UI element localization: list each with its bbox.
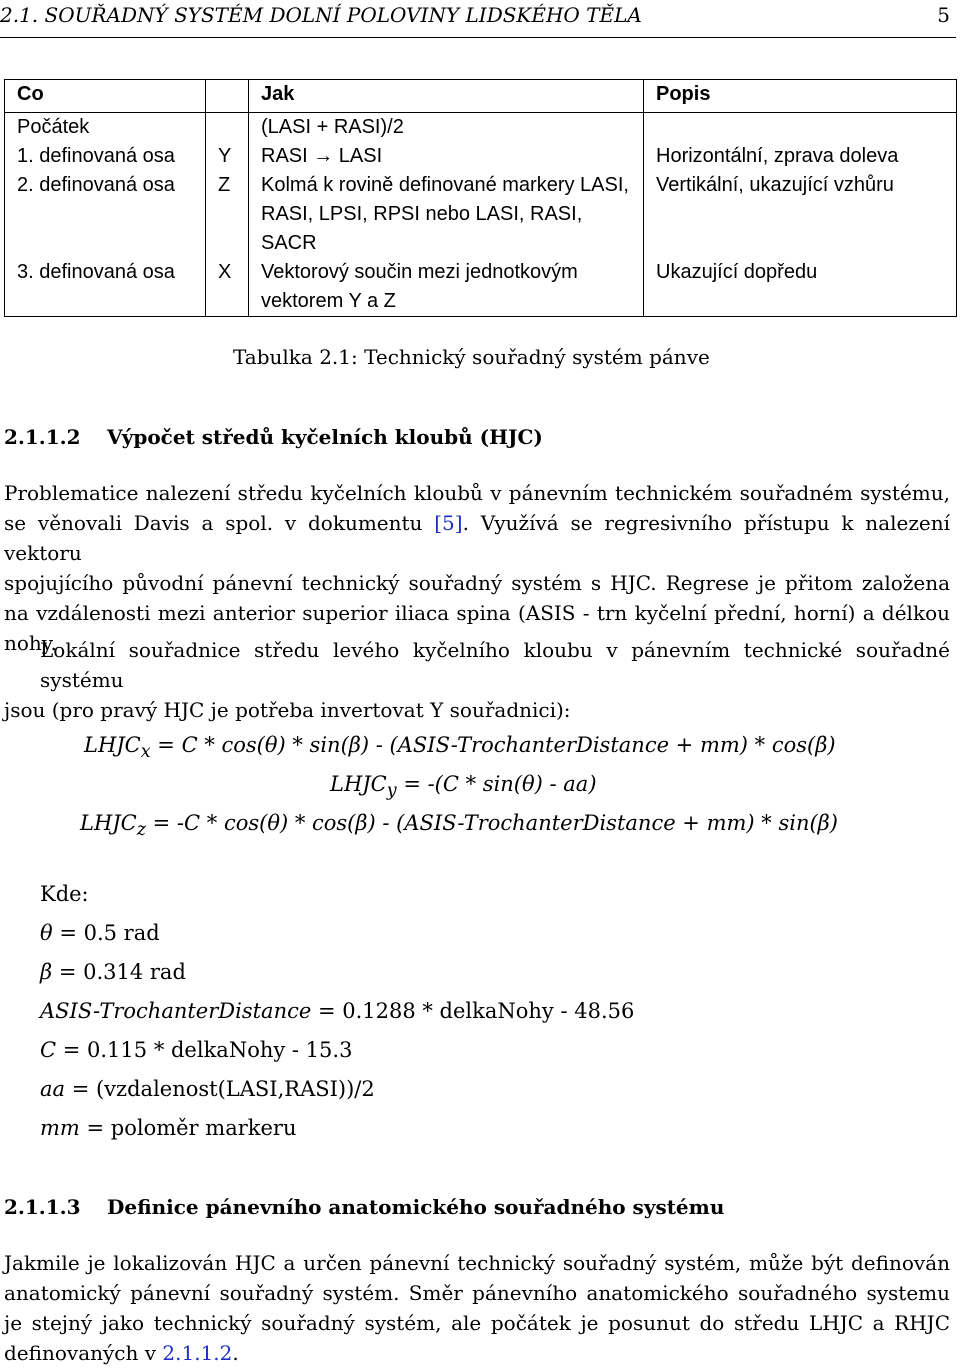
eq-lhs: LHJC bbox=[330, 772, 387, 796]
def-value: = 0.1288 * delkaNohy - 48.56 bbox=[311, 999, 635, 1023]
def-symbol: β bbox=[40, 960, 53, 984]
text-line: nohy. bbox=[4, 631, 57, 655]
section-heading-hjc bbox=[4, 425, 543, 449]
definition-beta bbox=[40, 960, 186, 984]
technical-coordinate-table bbox=[4, 79, 957, 317]
table-cell: Vektorový součin mezi jednotkovým vektorem Y a Z bbox=[249, 258, 644, 317]
table-caption: Tabulka 2.1: Technický souřadný systém pánve bbox=[233, 345, 710, 369]
running-header bbox=[0, 3, 950, 27]
table-header-cell bbox=[206, 80, 249, 113]
text-line: Jakmile je lokalizován HJC a určen pánevní technický souřadný systém, může být definován bbox=[4, 1251, 950, 1275]
definition-aa bbox=[40, 1077, 375, 1101]
text-line: je stejný jako technický souřadný systém, ale počátek je posunut do středu LHJC a RHJC bbox=[4, 1311, 950, 1335]
text-line: jsou (pro pravý HJC je potřeba invertovat Y souřadnici): bbox=[4, 698, 571, 722]
table-cell: X bbox=[206, 258, 249, 317]
definition-c bbox=[40, 1038, 352, 1062]
equation-lhjc-x bbox=[84, 733, 836, 762]
def-value: = 0.5 rad bbox=[52, 921, 160, 945]
equation-lhjc-z bbox=[80, 811, 838, 840]
definition-mm bbox=[40, 1116, 296, 1140]
table-row bbox=[5, 171, 957, 258]
table-cell: Vertikální, ukazující vzhůru bbox=[644, 171, 957, 258]
eq-lhs: LHJC bbox=[84, 733, 141, 757]
definitions-label: Kde: bbox=[40, 882, 89, 906]
section-number: 2.1.1.3 bbox=[4, 1195, 81, 1219]
def-value: = poloměr markeru bbox=[79, 1116, 297, 1140]
table-row bbox=[5, 113, 957, 143]
def-symbol: θ bbox=[40, 921, 53, 945]
text-fragment: . Využívá se regresivního přístupu k nalezení vektoru bbox=[4, 511, 950, 565]
def-symbol: mm bbox=[40, 1116, 80, 1140]
paragraph-local-coords bbox=[4, 635, 950, 725]
def-symbol: aa bbox=[40, 1077, 66, 1101]
header-rule bbox=[0, 37, 956, 38]
paragraph-anatomic bbox=[4, 1248, 950, 1368]
table-cell: 1. definovaná osa bbox=[5, 142, 206, 171]
table-header-cell: Jak bbox=[249, 80, 644, 113]
def-value: = 0.115 * delkaNohy - 15.3 bbox=[56, 1038, 353, 1062]
table-cell: 3. definovaná osa bbox=[5, 258, 206, 317]
table-row bbox=[5, 142, 957, 171]
def-symbol: C bbox=[40, 1038, 57, 1062]
table-cell: Y bbox=[206, 142, 249, 171]
text-line bbox=[4, 1338, 950, 1368]
table-cell: Počátek bbox=[5, 113, 206, 143]
text-line: Problematice nalezení středu kyčelních kloubů v pánevním technickém souřadném systému, bbox=[4, 481, 950, 505]
section-title: Definice pánevního anatomického souřadného systému bbox=[107, 1195, 725, 1219]
text-fragment: . bbox=[232, 1341, 239, 1365]
table-cell: RASI → LASI bbox=[249, 142, 644, 171]
table-cell bbox=[206, 113, 249, 143]
table-cell: Ukazující dopředu bbox=[644, 258, 957, 317]
table-cell: (LASI + RASI)/2 bbox=[249, 113, 644, 143]
def-symbol: ASIS-TrochanterDistance bbox=[40, 999, 312, 1023]
eq-subscript: y bbox=[386, 781, 397, 802]
table-cell: Kolmá k rovině definované markery LASI, RASI, LPSI, RPSI nebo LASI, RASI, SACR bbox=[249, 171, 644, 258]
definition-asis bbox=[40, 999, 634, 1023]
section-title: Výpočet středů kyčelních kloubů (HJC) bbox=[107, 425, 543, 449]
equation-lhjc-y bbox=[330, 772, 597, 801]
text-fragment: definovaných v bbox=[4, 1341, 163, 1365]
section-number: 2.1.1.2 bbox=[4, 425, 81, 449]
definition-theta bbox=[40, 921, 160, 945]
table-header-row bbox=[5, 80, 957, 113]
header-title: 2.1. SOUŘADNÝ SYSTÉM DOLNÍ POLOVINY LIDSKÉHO TĚLA bbox=[0, 3, 642, 27]
def-value: = 0.314 rad bbox=[52, 960, 186, 984]
eq-rhs: = -C * cos(θ) * cos(β) - (ASIS-TrochanterDistance + mm) * sin(β) bbox=[145, 811, 838, 835]
text-line: Lokální souřadnice středu levého kyčelního kloubu v pánevním technické souřadné systému bbox=[40, 638, 950, 692]
text-line: anatomický pánevní souřadný systém. Směr pánevního anatomického souřadného systemu bbox=[4, 1281, 950, 1305]
citation-link[interactable]: [5] bbox=[434, 511, 463, 535]
table-row bbox=[5, 258, 957, 317]
table-cell bbox=[644, 113, 957, 143]
table-cell: Z bbox=[206, 171, 249, 258]
text-fragment: se věnovali Davis a spol. v dokumentu bbox=[4, 511, 435, 535]
table-cell: Horizontální, zprava doleva bbox=[644, 142, 957, 171]
section-ref-link[interactable]: 2.1.1.2 bbox=[162, 1341, 233, 1365]
paragraph-hjc-intro bbox=[4, 478, 950, 658]
text-line: spojujícího původní pánevní technický souřadný systém s HJC. Regrese je přitom založena bbox=[4, 571, 950, 595]
page-number: 5 bbox=[937, 3, 950, 27]
eq-subscript: z bbox=[136, 820, 146, 841]
eq-rhs: = -(C * sin(θ) - aa) bbox=[396, 772, 597, 796]
eq-lhs: LHJC bbox=[80, 811, 137, 835]
section-heading-anatomic bbox=[4, 1195, 724, 1219]
table-header-cell: Popis bbox=[644, 80, 957, 113]
def-value: = (vzdalenost(LASI,RASI))/2 bbox=[65, 1077, 375, 1101]
eq-subscript: x bbox=[140, 742, 151, 763]
table-cell: 2. definovaná osa bbox=[5, 171, 206, 258]
text-line bbox=[4, 508, 950, 568]
eq-rhs: = C * cos(θ) * sin(β) - (ASIS-TrochanterDistance + mm) * cos(β) bbox=[150, 733, 836, 757]
text-line: na vzdálenosti mezi anterior superior iliaca spina (ASIS - trn kyčelní přední, horní) a délkou bbox=[4, 601, 950, 625]
table-header-cell: Co bbox=[5, 80, 206, 113]
